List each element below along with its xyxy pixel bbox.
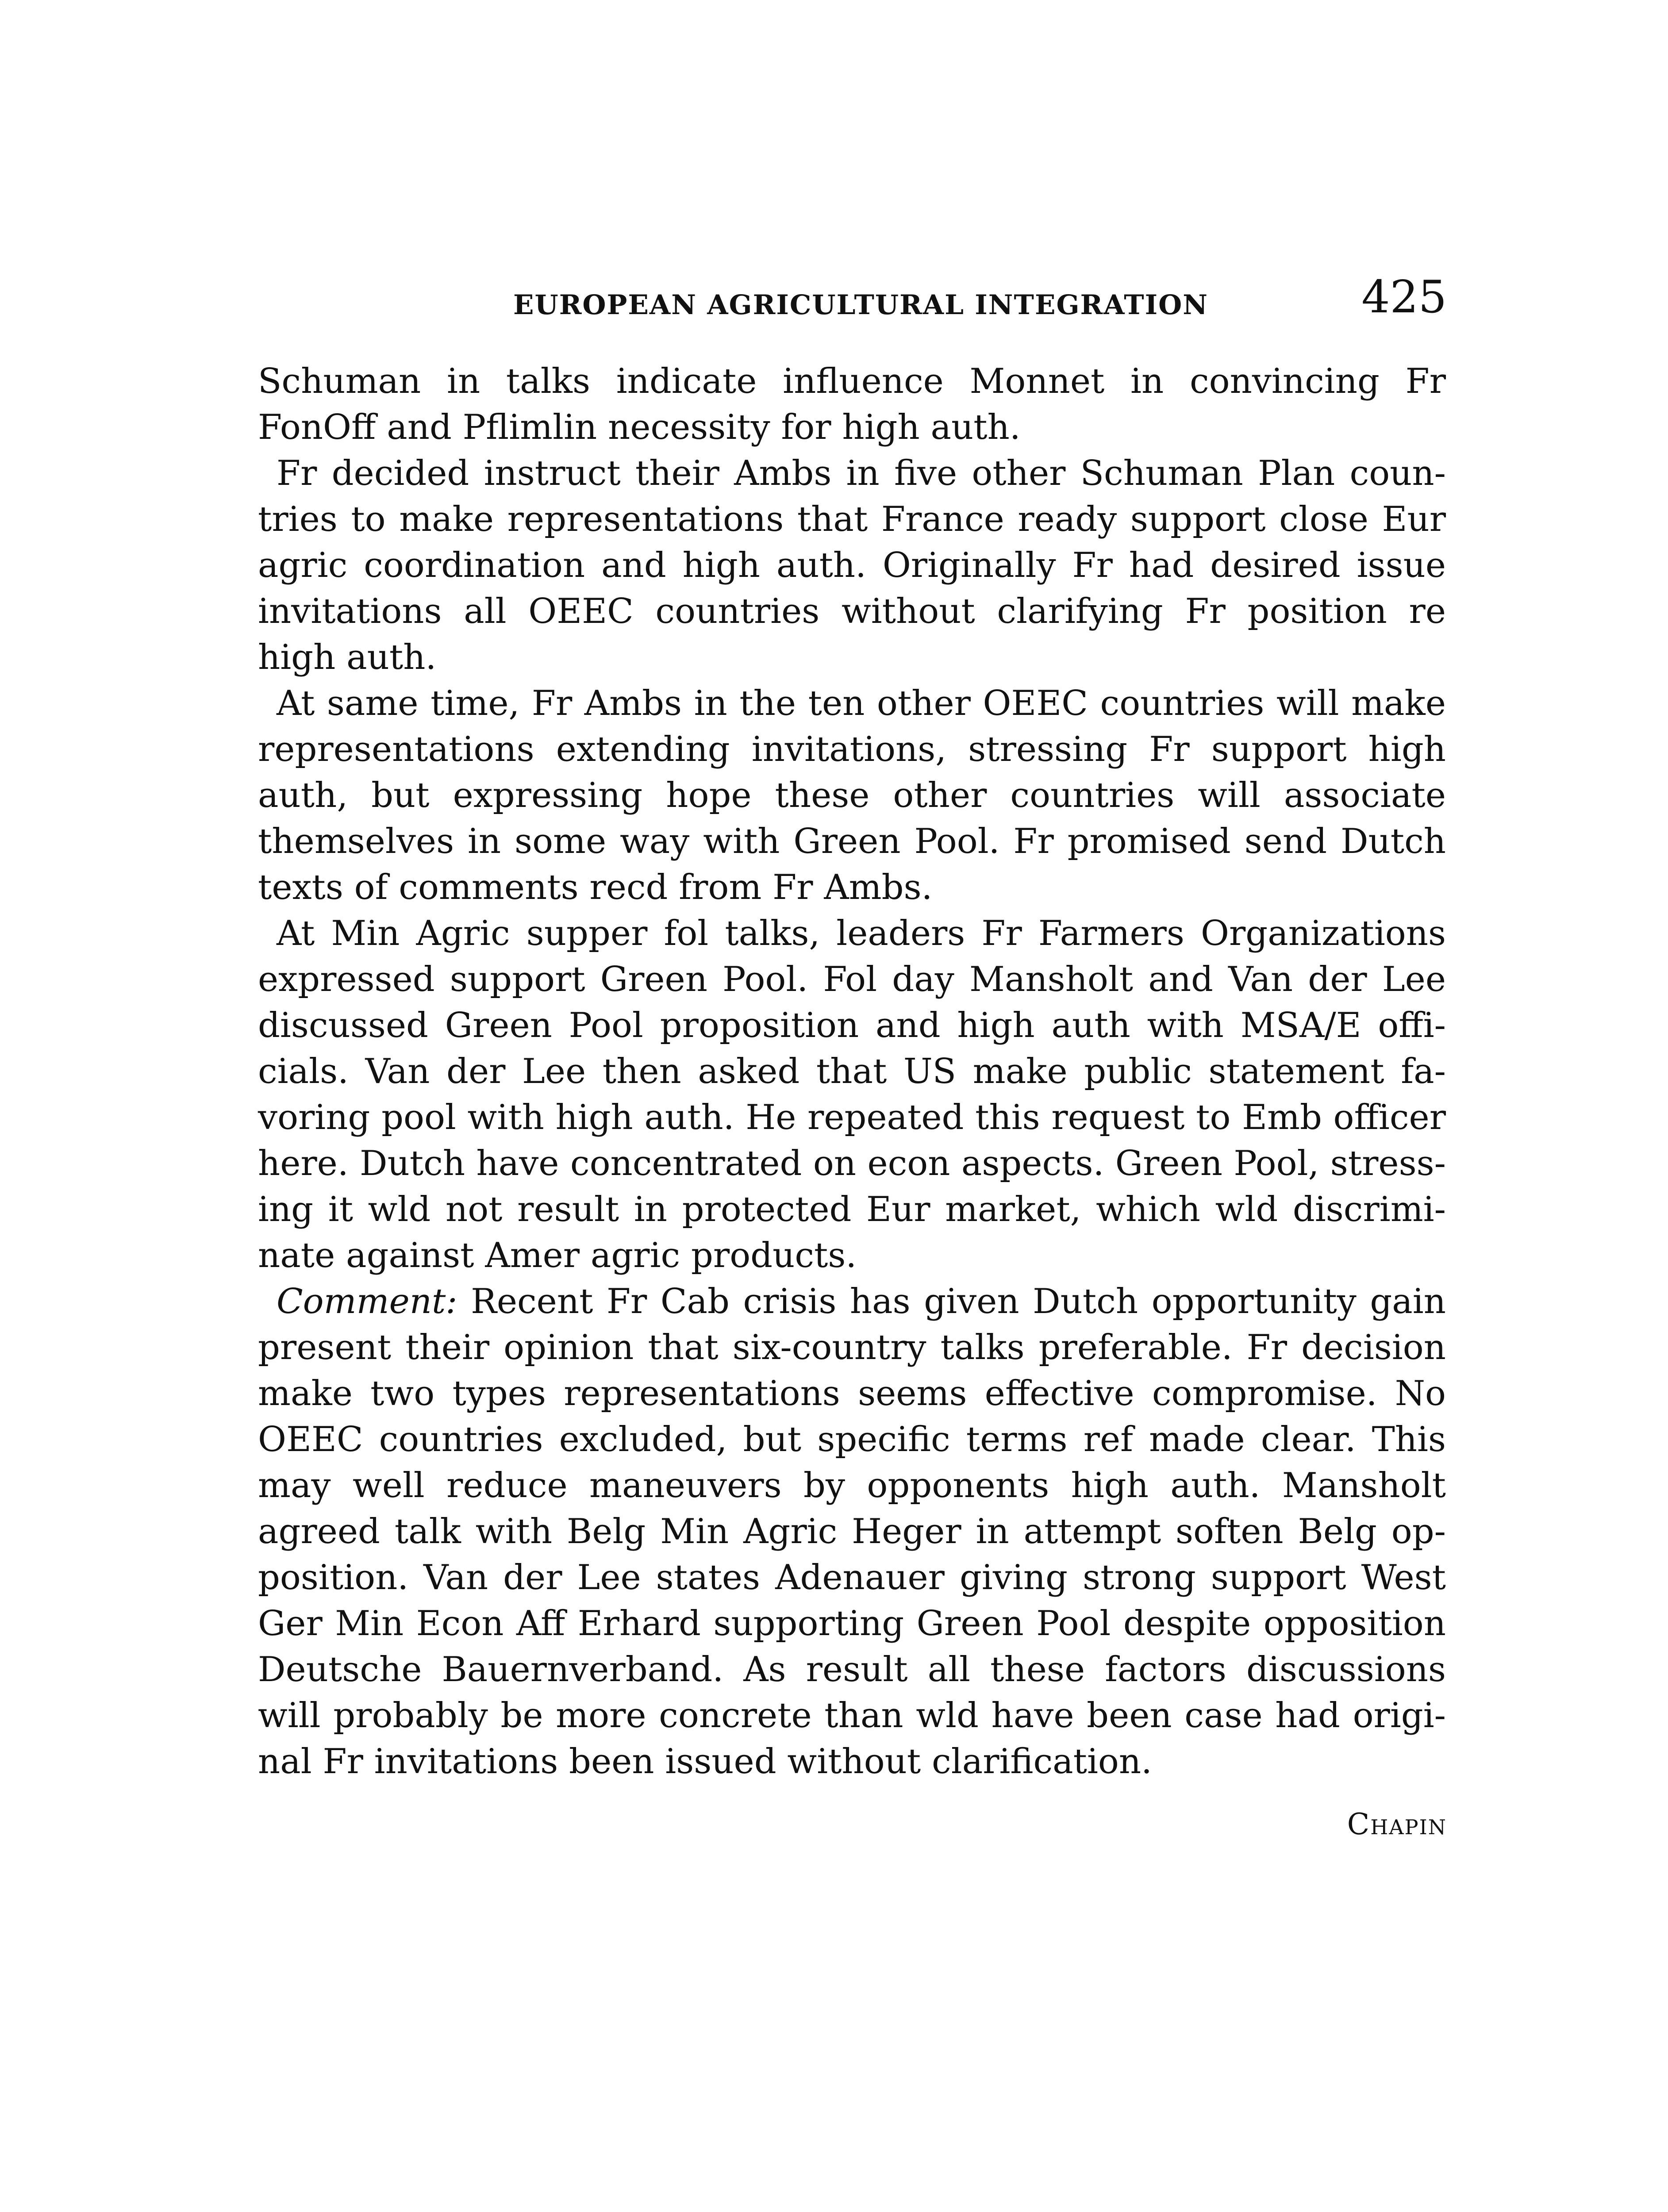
running-header bbox=[257, 271, 1447, 324]
signature: Chapin bbox=[1347, 1807, 1447, 1841]
comment-text: Recent Fr Cab crisis has given Dutch opportunity gain present their opinion that six-country talks preferable. Fr decision make two types representations seems effective compromise. No OEEC countries excluded, but specific terms ref made clear. This may well reduce maneuvers by opponents high auth. Mansholt agreed talk with Belg Min Agric Heger in attempt soften Belg opposition. Van der Lee states Adenauer giving strong support West Ger Min Econ Aff Erhard supporting Green Pool despite opposition Deutsche Bauernverband. As result all these factors discussions will probably be more concrete than wld have been case had original Fr invitations been issued without clarification. bbox=[258, 1282, 1446, 1782]
running-title: EUROPEAN AGRICULTURAL INTEGRATION bbox=[513, 289, 1209, 321]
paragraph-4: At Min Agric supper fol talks, leaders Fr Farmers Organizations expressed support Green Pool. Fol day Mansholt and Van der Lee discussed Green Pool proposition and high auth with MSA/E officials. Van der Lee then asked that US make public statement favoring pool with high auth. He repeated this request to Emb officer here. Dutch have concentrated on econ aspects. Green Pool, stressing it wld not result in protected Eur market, which wld discriminate against Amer agric products. bbox=[258, 914, 1446, 1275]
paragraph-3: At same time, Fr Ambs in the ten other OEEC countries will make representations extending invitations, stressing Fr support high auth, but expressing hope these other countries will associate themselves in some way with Green Pool. Fr promised send Dutch texts of comments recd from Fr Ambs. bbox=[258, 684, 1446, 907]
document-body bbox=[258, 358, 1446, 1785]
paragraph-2: Fr decided instruct their Ambs in five other Schuman Plan countries to make representations that France ready support close Eur agric coordination and high auth. Originally Fr had desired issue invitations all OEEC countries without clarifying Fr position re high auth. bbox=[258, 453, 1446, 677]
paragraph-1: Schuman in talks indicate influence Monnet in convincing Fr FonOff and Pflimlin necessity for high auth. bbox=[258, 361, 1446, 447]
comment-paragraph bbox=[258, 1279, 1446, 1785]
comment-label: Comment: bbox=[277, 1282, 457, 1321]
page-number: 425 bbox=[1361, 271, 1447, 323]
